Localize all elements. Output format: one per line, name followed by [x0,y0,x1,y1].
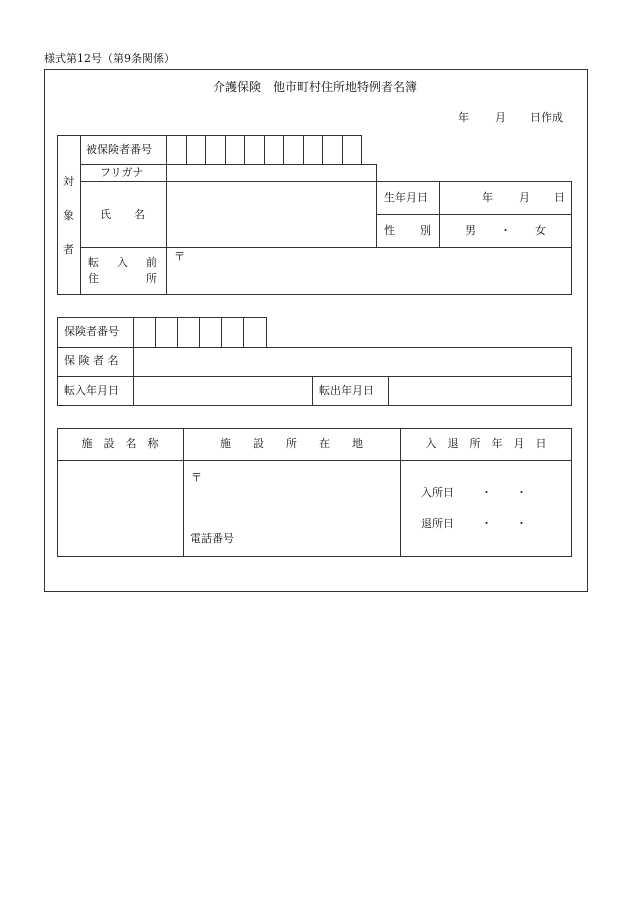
rule [57,317,58,406]
digit-divider [243,317,244,347]
move-in-date-field[interactable] [134,377,311,405]
sex-option-male[interactable]: 男 [465,224,476,237]
discharge-date-dot-1: ・ [481,517,492,530]
rule [312,376,313,406]
rule [81,135,362,136]
furigana-field[interactable] [167,165,376,180]
discharge-date-label: 退所日 [421,517,454,530]
furigana-label: フリガナ [100,166,144,179]
facility-location-field[interactable] [184,461,399,556]
admission-date-dot-2: ・ [516,486,527,499]
rule [57,317,267,318]
move-out-date-label: 転出年月日 [319,384,374,397]
insurer-number-label: 保険者番号 [64,325,119,338]
rule [571,181,572,295]
side-label-3: 者 [63,243,74,256]
birthdate-label: 生年月日 [384,191,428,204]
admission-date-dot-1: ・ [481,486,492,499]
digit-divider [199,317,200,347]
move-out-date-field[interactable] [389,377,571,405]
digit-divider [205,135,206,164]
facility-dates-header: 入 退 所 年 月 日 [425,437,547,450]
side-label-1: 対 [63,175,74,188]
facility-name-header: 施 設 名 称 [81,437,159,450]
facility-postal-mark: 〒 [191,471,202,484]
side-label-2: 象 [63,209,74,222]
rule [266,317,267,347]
prev-address-label-l2b: 所 [146,272,157,285]
birth-year-unit: 年 [482,191,493,204]
digit-divider [225,135,226,164]
move-in-date-label: 転入年月日 [64,384,119,397]
digit-divider [177,317,178,347]
name-label-second: 名 [134,208,145,221]
digit-divider [155,317,156,347]
digit-divider [244,135,245,164]
postal-mark: 〒 [174,250,185,263]
facility-name-field[interactable] [58,461,182,556]
prev-address-label-l1a: 転 [88,256,99,269]
insurer-name-field[interactable] [134,348,571,376]
facility-dates-field[interactable] [401,461,571,556]
sex-option-separator: ・ [500,224,511,237]
admission-date-label: 入所日 [421,486,454,499]
rule [57,294,572,295]
rule [57,405,572,406]
prev-address-label-l1c: 前 [146,256,157,269]
birth-day-unit: 日 [554,191,565,204]
rule [376,164,377,181]
rule [376,214,572,215]
birthdate-field[interactable] [440,182,571,214]
sex-label-first: 性 [384,224,395,237]
insured-number-label: 被保険者番号 [86,143,152,156]
facility-location-header: 施 設 所 在 地 [220,437,363,450]
digit-divider [361,135,362,164]
digit-divider [221,317,222,347]
discharge-date-dot-2: ・ [516,517,527,530]
name-field[interactable] [167,182,376,246]
birth-month-unit: 月 [519,191,530,204]
digit-divider [283,135,284,164]
created-month-label: 月 [495,111,506,124]
digit-divider [186,135,187,164]
prev-address-field[interactable] [167,248,571,294]
name-label-first: 氏 [100,208,111,221]
digit-divider [303,135,304,164]
digit-divider [264,135,265,164]
prev-address-label-l1b: 入 [117,256,128,269]
form-number: 様式第12号（第9条関係） [44,52,175,65]
digit-divider [342,135,343,164]
prev-address-label-l2a: 住 [88,272,99,285]
digit-divider [322,135,323,164]
created-year-label: 年 [458,111,469,124]
insurer-name-label: 保 険 者 名 [64,354,119,367]
sex-option-female[interactable]: 女 [535,224,546,237]
phone-label: 電話番号 [190,532,234,545]
sex-label-second: 別 [420,224,431,237]
form-title: 介護保険 他市町村住所地特例者名簿 [212,80,417,94]
created-day-label: 日作成 [530,111,563,124]
